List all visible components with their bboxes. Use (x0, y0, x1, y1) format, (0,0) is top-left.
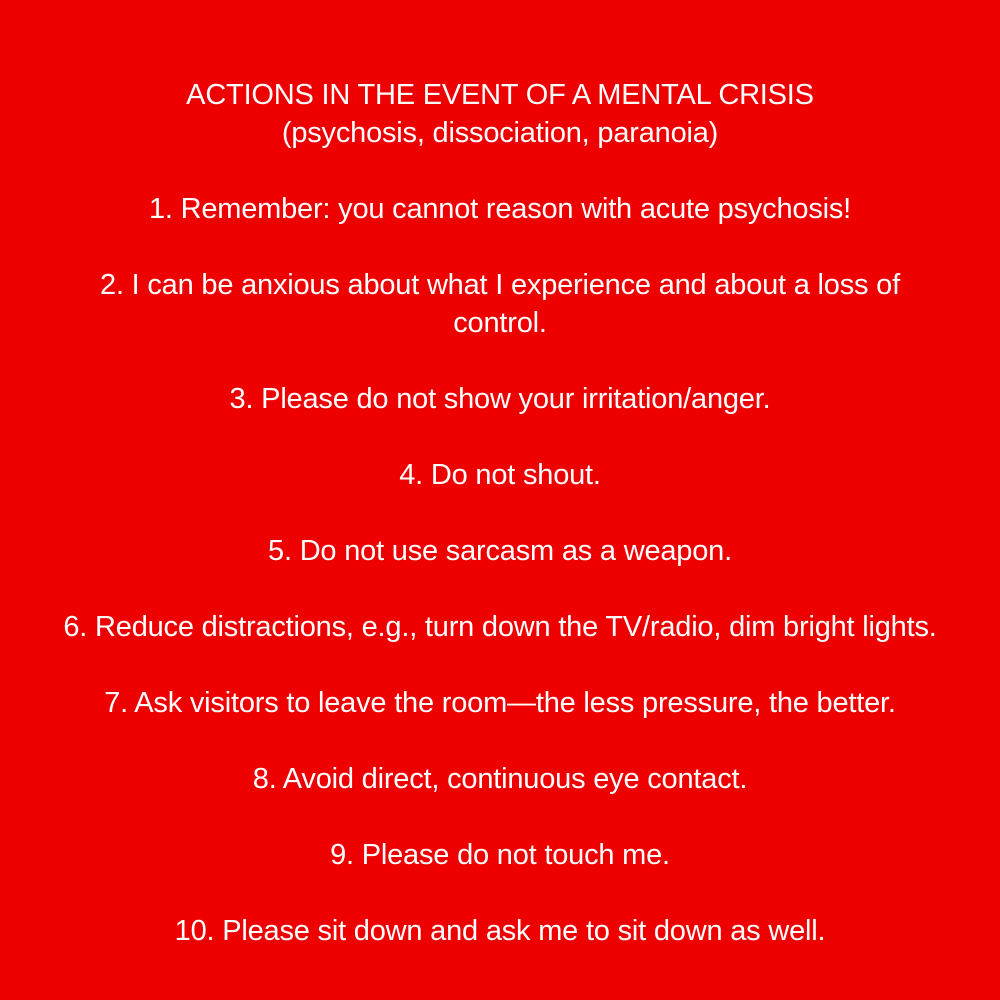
rule-item-8: 8. Avoid direct, continuous eye contact. (252, 763, 748, 795)
rule-item-1: 1. Remember: you cannot reason with acute psychosis! (148, 193, 852, 225)
rule-item-7: 7. Ask visitors to leave the room—the less pressure, the better. (104, 687, 896, 719)
notice-header (0, 76, 1000, 152)
rule-item-9: 9. Please do not touch me. (330, 839, 670, 871)
rule-item-4: 4. Do not shout. (399, 459, 601, 491)
rule-item-6: 6. Reduce distractions, e.g., turn down the TV/radio, dim bright lights. (63, 611, 937, 643)
rule-item-2: 2. I can be anxious about what I experience and about a loss of control. (100, 269, 900, 339)
rule-item-5: 5. Do not use sarcasm as a weapon. (268, 535, 732, 567)
rule-item-3: 3. Please do not show your irritation/anger. (229, 383, 771, 415)
rule-item-10: 10. Please sit down and ask me to sit down as well. (174, 915, 826, 947)
notice-title: ACTIONS IN THE EVENT OF A MENTAL CRISIS (186, 79, 814, 111)
notice-subtitle: (psychosis, dissociation, paranoia) (281, 117, 719, 149)
